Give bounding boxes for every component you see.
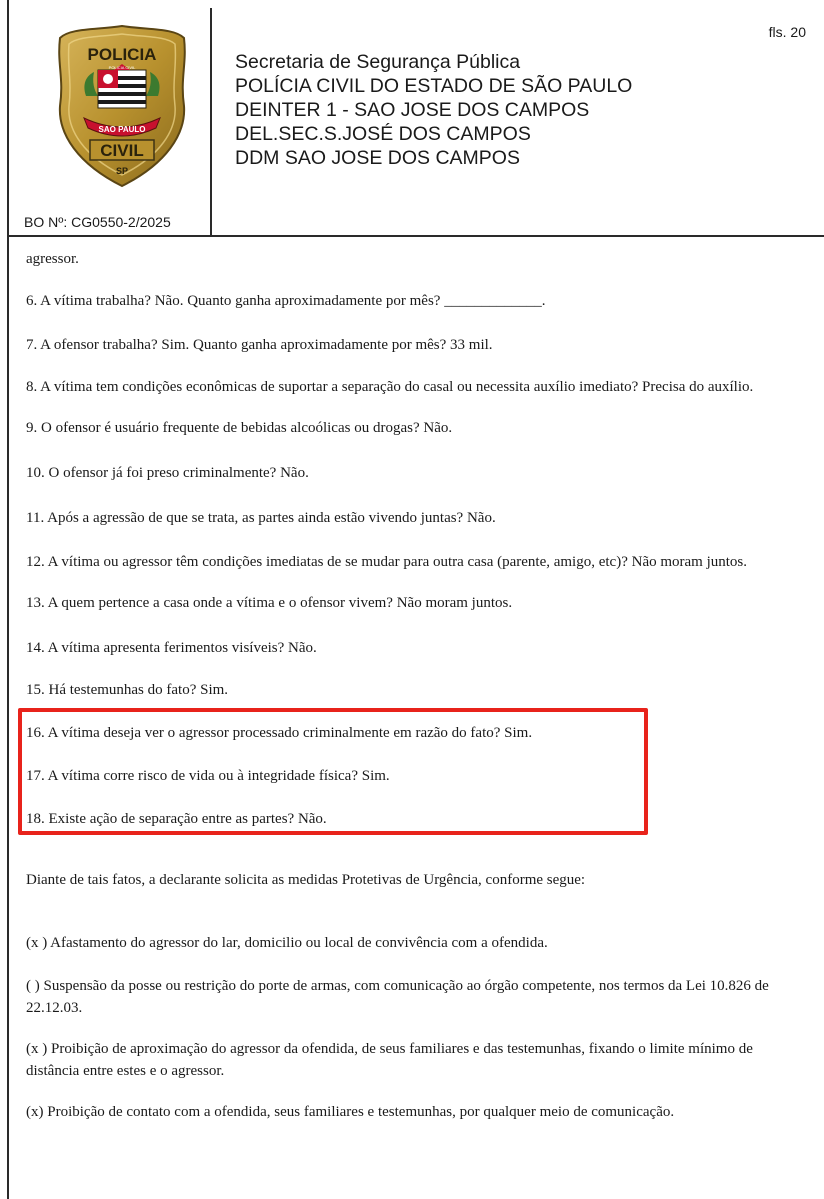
question-6: 6. A vítima trabalha? Não. Quanto ganha aproximadamente por mês? _____________.	[26, 293, 546, 309]
measure-contact-prohibition: (x) Proibição de contato com a ofendida, seus familiares e testemunhas, por qualquer meio de comunicação.	[26, 1104, 675, 1120]
highlight-box	[18, 708, 648, 835]
question-8: 8. A vítima tem condições econômicas de suportar a separação do casal ou necessita auxílio imediato? Precisa do auxílio.	[26, 379, 754, 395]
bo-number: BO Nº: CG0550-2/2025	[24, 214, 171, 230]
agency-police-name: POLÍCIA CIVIL DO ESTADO DE SÃO PAULO	[235, 75, 633, 97]
question-11: 11. Após a agressão de que se trata, as partes ainda estão vivendo juntas? Não.	[26, 510, 496, 526]
agency-secretariat: Secretaria de Segurança Pública	[235, 51, 521, 73]
measure-removal-from-home: (x ) Afastamento do agressor do lar, domicilio ou local de convivência com a ofendida.	[26, 935, 548, 951]
badge-ribbon-text: SAO PAULO	[98, 125, 146, 134]
left-margin-rule	[7, 0, 9, 1199]
policia-civil-badge-logo	[56, 24, 188, 188]
question-14: 14. A vítima apresenta ferimentos visíveis? Não.	[26, 640, 317, 656]
page-number: fls. 20	[768, 24, 806, 40]
badge-bottom-text: CIVIL	[100, 141, 144, 160]
question-17: 17. A vítima corre risco de vida ou à integridade física? Sim.	[26, 768, 390, 784]
agency-delegacia: DEL.SEC.S.JOSÉ DOS CAMPOS	[235, 123, 531, 145]
badge-state-text: SP	[115, 166, 129, 176]
continuation-text: agressor.	[26, 251, 79, 267]
measure-approach-prohibition: (x ) Proibição de aproximação do agressor da ofendida, de seus familiares e das testemunhas, fixando o limite mínimo de distância entre estes e o agressor.	[26, 1041, 753, 1079]
agency-deinter: DEINTER 1 - SAO JOSE DOS CAMPOS	[235, 99, 590, 121]
question-16: 16. A vítima deseja ver o agressor processado criminalmente em razão do fato? Sim.	[26, 725, 533, 741]
request-intro: Diante de tais fatos, a declarante solicita as medidas Protetivas de Urgência, conforme segue:	[26, 872, 586, 888]
badge-top-text: POLICIA	[87, 45, 157, 64]
svg-text:POLICIA CIVIL: POLICIA CIVIL	[108, 65, 136, 70]
agency-ddm: DDM SAO JOSE DOS CAMPOS	[235, 147, 520, 169]
question-12: 12. A vítima ou agressor têm condições imediatas de se mudar para outra casa (parente, amigo, etc)? Não moram juntos.	[26, 554, 748, 570]
question-9: 9. O ofensor é usuário frequente de bebidas alcoólicas ou drogas? Não.	[26, 420, 453, 436]
header-divider-vertical	[210, 8, 212, 236]
agency-block	[235, 50, 632, 170]
question-7: 7. A ofensor trabalha? Sim. Quanto ganha aproximadamente por mês? 33 mil.	[26, 337, 493, 353]
question-13: 13. A quem pertence a casa onde a vítima e o ofensor vivem? Não moram juntos.	[26, 595, 513, 611]
question-18: 18. Existe ação de separação entre as partes? Não.	[26, 811, 327, 827]
question-15: 15. Há testemunhas do fato? Sim.	[26, 682, 229, 698]
question-10: 10. O ofensor já foi preso criminalmente? Não.	[26, 465, 309, 481]
header-divider-horizontal	[7, 235, 824, 237]
measure-firearm-suspension: ( ) Suspensão da posse ou restrição do porte de armas, com comunicação ao órgão competente, nos termos da Lei 10.826 de 22.12.03.	[26, 978, 769, 1016]
document-body	[26, 248, 780, 1123]
